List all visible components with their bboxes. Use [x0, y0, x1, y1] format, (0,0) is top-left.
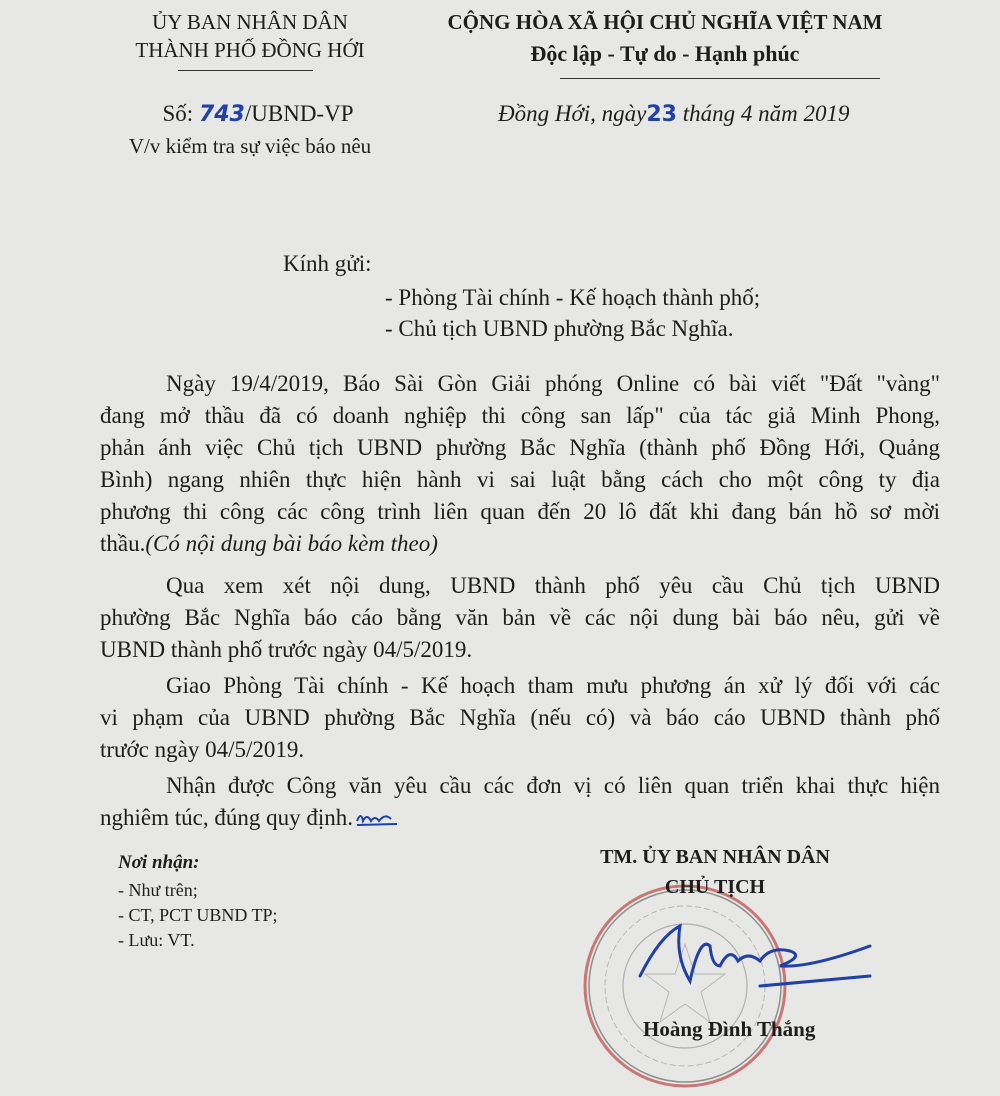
text-line: vi phạm của UBND phường Bắc Nghĩa (nếu có) và báo cáo UBND thành phố — [100, 705, 940, 730]
national-title-block — [440, 8, 890, 68]
distribution-block — [118, 850, 278, 953]
signer-title — [560, 842, 870, 902]
recipient-item: - Chủ tịch UBND phường Bắc Nghĩa. — [385, 316, 734, 341]
text-line: Ngày 19/4/2019, Báo Sài Gòn Giải phóng Online có bài viết "Đất "vàng" — [166, 371, 940, 396]
text-line: Nhận được Công văn yêu cầu các đơn vị có liên quan triển khai thực hiện — [166, 773, 940, 798]
attachment-note: (Có nội dung bài báo kèm theo) — [145, 531, 438, 556]
paragraph-4 — [100, 770, 940, 834]
number-suffix: /UBND-VP — [244, 101, 354, 126]
document-number — [138, 100, 378, 128]
signer-organization: TM. ỦY BAN NHÂN DÂN — [600, 846, 830, 868]
text-fragment: nghiêm túc, đúng quy định. — [100, 805, 353, 830]
date-line — [498, 100, 849, 128]
distribution-item: - CT, PCT UBND TP; — [118, 905, 278, 925]
recipients-list — [385, 282, 760, 344]
distribution-item: - Lưu: VT. — [118, 930, 195, 950]
issuer-line2: THÀNH PHỐ ĐỒNG HỚI — [135, 38, 365, 62]
recipients-label: Kính gửi: — [283, 251, 372, 276]
number-prefix: Số: — [162, 101, 194, 126]
date-prefix: Đồng Hới, ngày — [498, 101, 647, 126]
divider — [178, 70, 313, 71]
number-handwritten: 743 — [198, 102, 245, 127]
paragraph-3 — [100, 670, 940, 766]
text-line — [100, 802, 940, 834]
text-fragment: thầu. — [100, 531, 146, 556]
text-line: Bình) ngang nhiên thực hiện hành vi sai luật bằng cách cho một công ty địa — [100, 467, 940, 492]
text-line: đang mở thầu đã có doanh nghiệp thi công san lấp" của tác giả Minh Phong, — [100, 403, 940, 428]
subject: V/v kiểm tra sự việc báo nêu — [128, 134, 372, 158]
recipient-item: - Phòng Tài chính - Kế hoạch thành phố; — [385, 285, 761, 310]
text-line: phản ánh việc Chủ tịch UBND phường Bắc Nghĩa (thành phố Đồng Hới, Quảng — [100, 435, 940, 460]
date-day-handwritten: 23 — [646, 102, 677, 127]
paragraph-2 — [100, 570, 940, 666]
issuer-line1: ỦY BAN NHÂN DÂN — [152, 10, 348, 34]
paragraph-1 — [100, 368, 940, 560]
text-line — [100, 528, 940, 560]
divider — [560, 78, 880, 79]
distribution-item: - Như trên; — [118, 880, 198, 900]
distribution-label: Nơi nhận: — [118, 852, 200, 873]
signer-position: CHỦ TỊCH — [664, 876, 766, 898]
national-title: CỘNG HÒA XÃ HỘI CHỦ NGHĨA VIỆT NAM — [447, 10, 883, 34]
text-line: phường Bắc Nghĩa báo cáo bằng văn bản về các nội dung bài báo nêu, gửi về — [100, 605, 940, 630]
date-suffix: tháng 4 năm 2019 — [682, 101, 850, 126]
initials-mark-icon — [353, 805, 403, 829]
issuer-block — [110, 8, 390, 64]
text-line: trước ngày 04/5/2019. — [100, 737, 305, 762]
national-motto: Độc lập - Tự do - Hạnh phúc — [530, 41, 800, 66]
signer-name: Hoàng Đình Thắng — [643, 1017, 816, 1041]
text-line: Qua xem xét nội dung, UBND thành phố yêu cầu Chủ tịch UBND — [166, 573, 940, 598]
text-line: UBND thành phố trước ngày 04/5/2019. — [100, 637, 473, 662]
text-line: Giao Phòng Tài chính - Kế hoạch tham mưu phương án xử lý đối với các — [166, 673, 940, 698]
handwritten-signature-icon — [630, 906, 880, 1006]
text-line: phương thi công các công trình liên quan đến 20 lô đất khi đang bán hồ sơ mời — [100, 499, 940, 524]
